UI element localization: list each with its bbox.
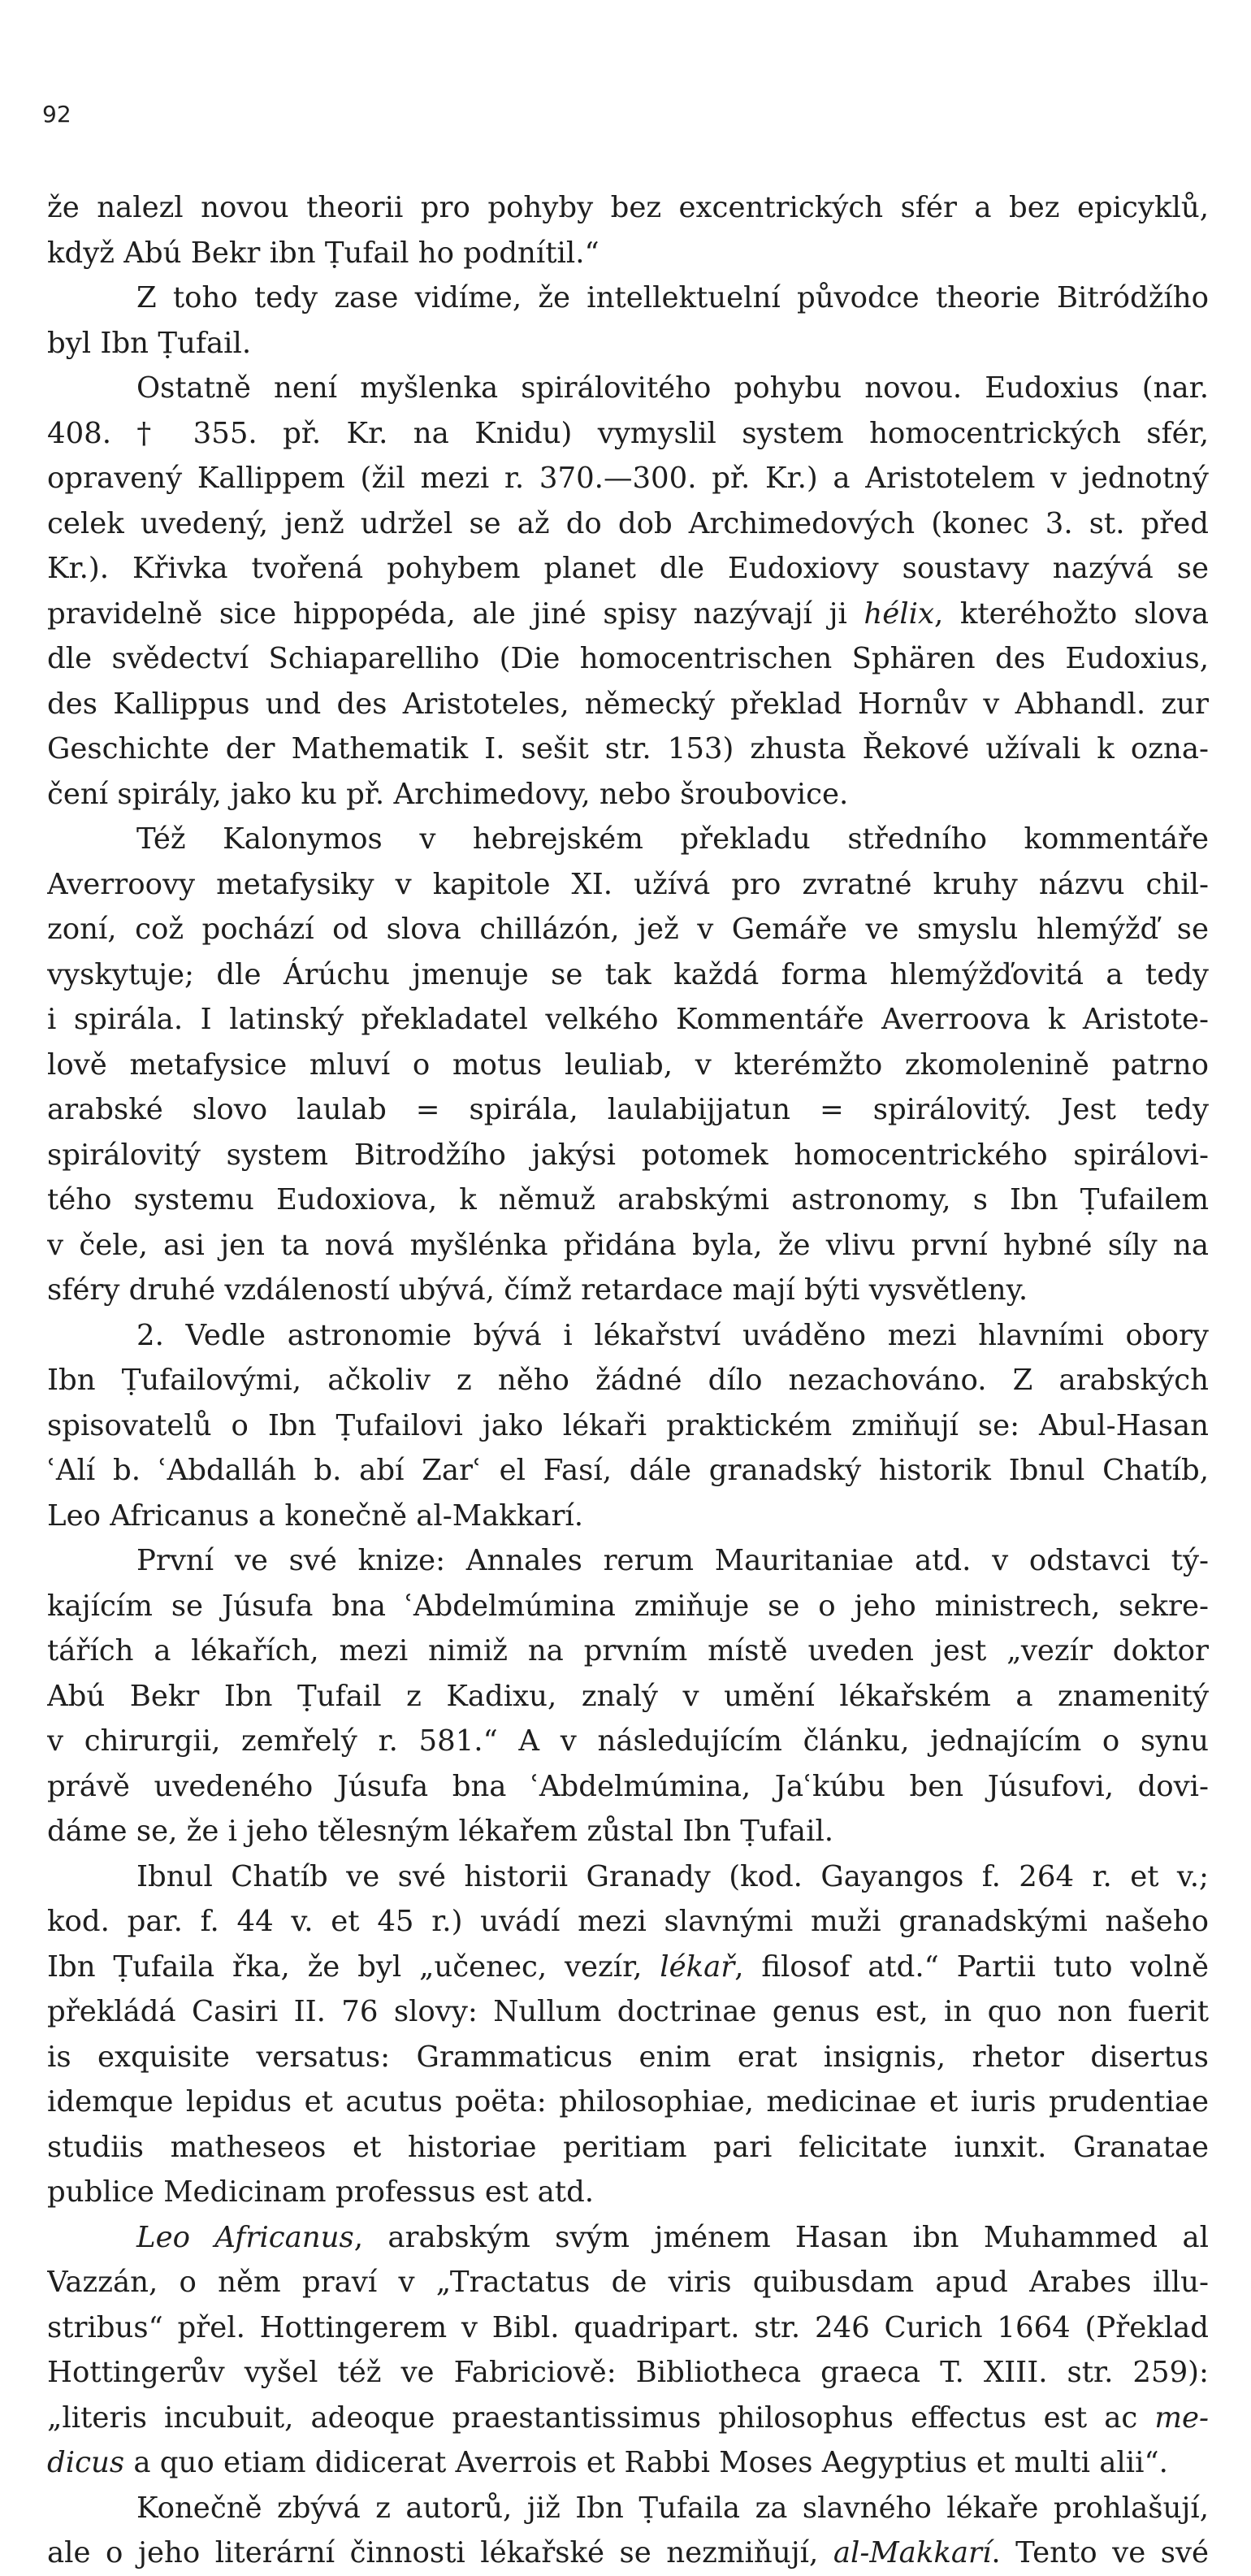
- line-text: spisovatelů o Ibn Ṭufailovi jako lékaři praktickém zmiňují se: Abul-Hasan: [47, 1408, 1209, 1442]
- line-text: celek uvedený, jenž udržel se až do dob Archimedových (konec 3. st. před: [47, 506, 1209, 540]
- line-text: dle svědectví Schiaparelliho (Die homocentrischen Sphären des Eudoxius,: [47, 642, 1209, 675]
- line-text-continued: , kteréhožto slova: [934, 596, 1209, 631]
- text-line: [47, 1403, 1209, 1449]
- text-line: [47, 2486, 1209, 2531]
- line-text: lově metafysice mluví o motus leuliab, v kterémžto zkomolenině patrno: [47, 1047, 1209, 1082]
- italic-term: hélix: [864, 596, 935, 631]
- line-text: v čele, asi jen ta nová myšlénka přidána byla, že vlivu první hybné síly na: [47, 1228, 1209, 1262]
- italic-term: dicus: [47, 2446, 125, 2479]
- italic-term: Leo Africanus: [136, 2220, 354, 2254]
- text-line: [47, 1538, 1209, 1584]
- line-text: studiis matheseos et historiae peritiam pari felicitate iunxit. Granatae: [47, 2130, 1209, 2164]
- line-text: i spirála. I latinský překladatel velkého Kommentáře Averroova k Aristote-: [47, 1003, 1209, 1036]
- line-text: Z toho tedy zase vidíme, že intellektuelní původce theorie Bitródžího: [136, 281, 1209, 314]
- text-line: [47, 2305, 1209, 2351]
- body-text: [47, 185, 1209, 2576]
- line-text: vyskytuje; dle Árúchu jmenuje se tak každá forma hlemýžďovitá a tedy: [47, 957, 1209, 991]
- text-line: [47, 411, 1209, 457]
- text-line: [47, 1087, 1209, 1133]
- text-line: [47, 2125, 1209, 2171]
- text-line: [47, 726, 1209, 772]
- text-line: [47, 1268, 1209, 1313]
- italic-term: lékař: [660, 1949, 735, 1984]
- text-line: [47, 1313, 1209, 1359]
- line-text: právě uvedeného Júsufa bna ʿAbdelmúmina, Jaʿkúbu ben Júsufovi, dovi-: [47, 1769, 1209, 1803]
- text-line: [47, 2035, 1209, 2080]
- line-text: idemque lepidus et acutus poëta: philosophiae, medicinae et iuris prudentiae: [47, 2085, 1209, 2118]
- text-line: [47, 997, 1209, 1043]
- line-text: 408. † 355. př. Kr. na Knidu) vymyslil system homocentrických sfér,: [47, 416, 1209, 450]
- text-line: [47, 1764, 1209, 1810]
- line-text: Vazzán, o něm praví v „Tractatus de viris quibusdam apud Arabes illu-: [47, 2266, 1209, 2299]
- text-line: [47, 546, 1209, 592]
- text-line: [47, 862, 1209, 908]
- text-line: [47, 275, 1209, 321]
- text-line: [47, 2170, 1209, 2215]
- line-text: Geschichte der Mathematik I. sešit str. 153) zhusta Řekové užívali k ozna-: [47, 732, 1209, 765]
- text-line: [47, 682, 1209, 727]
- text-line: [47, 907, 1209, 952]
- text-line: [47, 2215, 1209, 2261]
- text-line: [47, 2440, 1209, 2486]
- line-text: Ibnul Chatíb ve své historii Granady (kod. Gayangos f. 264 r. et v.;: [136, 1859, 1209, 1893]
- line-text: kajícím se Júsufa bna ʿAbdelmúmina zmiňuje se o jeho ministrech, sekre-: [47, 1589, 1209, 1623]
- text-line: [47, 1945, 1209, 1990]
- line-text: První ve své knize: Annales rerum Mauritaniae atd. v odstavci tý-: [136, 1544, 1209, 1577]
- text-line: [47, 1809, 1209, 1854]
- text-line: [47, 1494, 1209, 1539]
- text-line: [47, 1133, 1209, 1178]
- text-line: [47, 2350, 1209, 2396]
- text-line: [47, 1043, 1209, 1088]
- line-text: dáme se, že i jeho tělesným lékařem zůstal Ibn Ṭufail.: [47, 1815, 834, 1848]
- line-text: ale o jeho literární činnosti lékařské se nezmiňují,: [47, 2536, 833, 2569]
- text-line: [47, 456, 1209, 501]
- line-text: sféry druhé vzdáleností ubývá, čímž retardace mají býti vysvětleny.: [47, 1273, 1028, 1307]
- line-text: v chirurgii, zemřelý r. 581.“ A v následujícím článku, jednajícím o synu: [47, 1724, 1209, 1758]
- line-text: Ibn Ṭufailovými, ačkoliv z něho žádné dílo nezachováno. Z arabských: [47, 1364, 1209, 1397]
- line-text: des Kallippus und des Aristoteles, německý překlad Hornův v Abhandl. zur: [47, 687, 1209, 721]
- text-line: [47, 1719, 1209, 1764]
- text-line: [47, 1989, 1209, 2035]
- text-line: [47, 2396, 1209, 2441]
- text-line: [47, 772, 1209, 817]
- text-line: [47, 185, 1209, 231]
- text-line: [47, 1358, 1209, 1403]
- line-text: stribus“ přel. Hottingerem v Bibl. quadripart. str. 246 Curich 1664 (Překlad: [47, 2310, 1209, 2344]
- line-text: spirálovitý system Bitrodžího jakýsi potomek homocentrického spirálovi-: [47, 1138, 1209, 1172]
- text-line: [47, 1448, 1209, 1494]
- text-line: [47, 501, 1209, 547]
- line-text: Abú Bekr Ibn Ṭufail z Kadixu, znalý v umění lékařském a znamenitý: [47, 1679, 1209, 1713]
- line-text: Leo Africanus a konečně al-Makkarí.: [47, 1498, 584, 1533]
- text-line: [47, 1628, 1209, 1674]
- text-line: [47, 1854, 1209, 1900]
- line-text-continued: , filosof atd.“ Partii tuto volně: [734, 1949, 1209, 1984]
- text-line: [47, 321, 1209, 366]
- line-text: zoní, což pochází od slova chillázón, jež v Gemáře ve smyslu hlemýžď se: [47, 913, 1209, 946]
- text-line: [47, 1223, 1209, 1268]
- line-text: Kr.). Křivka tvořená pohybem planet dle Eudoxiovy soustavy nazývá se: [47, 552, 1209, 585]
- text-line: [47, 1177, 1209, 1223]
- line-text: kod. par. f. 44 v. et 45 r.) uvádí mezi slavnými muži granadskými našeho: [47, 1905, 1209, 1938]
- text-line: [47, 2079, 1209, 2125]
- text-line: [47, 1674, 1209, 1720]
- line-text: publice Medicinam professus est atd.: [47, 2175, 595, 2209]
- text-line: [47, 1584, 1209, 1629]
- line-text: Hottingerův vyšel též ve Fabriciově: Bibliotheca graeca T. XIII. str. 259):: [47, 2356, 1209, 2389]
- text-line: [47, 1899, 1209, 1945]
- text-line: [47, 2530, 1209, 2576]
- page-number: 92: [42, 101, 71, 128]
- line-text: pravidelně sice hippopéda, ale jiné spisy nazývají ji: [47, 596, 864, 631]
- line-text: když Abú Bekr ibn Ṭufail ho podnítil.“: [47, 236, 600, 270]
- line-text-continued: a quo etiam didicerat Averrois et Rabbi Moses Aegyptius et multi alii“.: [124, 2446, 1168, 2479]
- line-text: tého systemu Eudoxiova, k němuž arabskými astronomy, s Ibn Ṭufailem: [47, 1183, 1209, 1216]
- text-line: [47, 366, 1209, 411]
- italic-term: al-Makkarí: [833, 2536, 992, 2569]
- text-line: [47, 952, 1209, 998]
- line-text: Ibn Ṭufaila řka, že byl „učenec, vezír,: [47, 1949, 660, 1984]
- line-text: překládá Casiri II. 76 slovy: Nullum doctrinae genus est, in quo non fuerit: [47, 1995, 1209, 2028]
- line-text: arabské slovo laulab = spirála, laulabijjatun = spirálovitý. Jest tedy: [47, 1093, 1209, 1126]
- line-text-continued: , arabským svým jménem Hasan ibn Muhammed al: [353, 2220, 1209, 2254]
- italic-term: me-: [1154, 2400, 1209, 2435]
- line-text: Též Kalonymos v hebrejském překladu středního kommentáře: [136, 822, 1209, 856]
- text-line: [47, 231, 1209, 276]
- line-text: tářích a lékařích, mezi nimiž na prvním místě uveden jest „vezír doktor: [47, 1634, 1209, 1667]
- line-text: Konečně zbývá z autorů, již Ibn Ṭufaila za slavného lékaře prohlašují,: [136, 2491, 1209, 2525]
- line-text: Averroovy metafysiky v kapitole XI. užívá pro zvratné kruhy názvu chil-: [47, 867, 1209, 901]
- line-text: byl Ibn Ṭufail.: [47, 326, 252, 360]
- line-text: ʿAlí b. ʿAbdalláh b. abí Zarʿ el Fasí, dále granadský historik Ibnul Chatíb,: [47, 1454, 1209, 1487]
- text-line: [47, 2260, 1209, 2305]
- text-line: [47, 817, 1209, 862]
- text-line: [47, 636, 1209, 682]
- line-text: is exquisite versatus: Grammaticus enim erat insignis, rhetor disertus: [47, 2040, 1209, 2074]
- line-text: že nalezl novou theorii pro pohyby bez excentrických sfér a bez epicyklů,: [47, 191, 1209, 224]
- line-text: opravený Kallippem (žil mezi r. 370.—300. př. Kr.) a Aristotelem v jednotný: [47, 462, 1209, 495]
- line-text-continued: . Tento ve své: [991, 2536, 1209, 2569]
- line-text: 2. Vedle astronomie bývá i lékařství uváděno mezi hlavními obory: [136, 1318, 1209, 1352]
- text-line: [47, 592, 1209, 637]
- line-text: čení spirály, jako ku př. Archimedovy, nebo šroubovice.: [47, 777, 849, 811]
- line-text: „literis incubuit, adeoque praestantissimus philosophus effectus est ac: [47, 2400, 1155, 2435]
- line-text: Ostatně není myšlenka spirálovitého pohybu novou. Eudoxius (nar.: [136, 371, 1209, 405]
